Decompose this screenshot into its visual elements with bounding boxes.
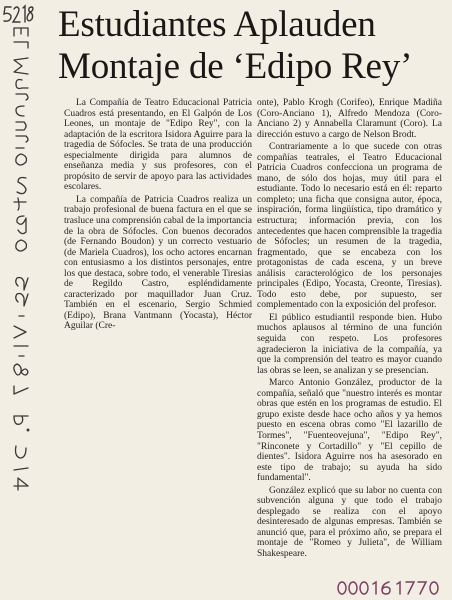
article-column-left [64,98,252,332]
article-column-right [257,98,442,560]
paragraph: onte), Pablo Krogh (Corifeo), Enrique Madiña (Coro-Anciano 1), Alfredo Mendoza (Coro-Anciano 2) y Annabella Claramunt (Coro). La dirección estuvo a cargo de Nelson Brodt. [257,98,442,140]
paragraph: La Compañía de Teatro Educacional Patricia Cuadros está presentando, en El Galpón de Los Leones, un montaje de "Edipo Rey", con la adaptación de la escritora Isidora Aguirre para la tragedia de Sófocles. Se trata de una producción especialmente dirigida para alumnos de enseñanza media y sus profesores, con el propósito de servir de apoyo para las actividades escolares. [64,98,252,193]
headline [58,4,438,88]
serial-number-stamp [336,578,440,598]
paragraph: Contrariamente a lo que sucede con otras compañías teatrales, el Teatro Educacional Patricia Cuadros confecciona un programa de mano, de sólo dos hojas, muy útil para el estudiante. Todo lo necesario está en él: reparto completo; una ficha que consigna autor, época, inspiración, forma lingüística, tipo dramático y estructura; información previa, con los antecedentes que hacen comprensible la tragedia de Sófocles; un resumen de la tragedia, fragmentado, que se encabeza con los protagonistas de cada escena, y un breve análisis caracterológico de los personajes principales (Edipo, Yocasta, Creonte, Tiresias). Todo esto debe, por supuesto, ser complementado con la exposición del profesor. [257,142,442,311]
headline-line-2: Montaje de ‘Edipo Rey’ [58,46,413,87]
paragraph: González explicó que su labor no cuenta con subvención alguna y que todo el trabajo desplegado se realiza con el apoyo desinteresado de algunas empresas. También se anunció que, para el próximo año, se prepara el montaje de "Romeo y Julieta", de William Shakespeare. [257,485,442,559]
paragraph: La compañía de Patricia Cuadros realiza un trabajo profesional de buena factura en el que se trasluce una comprensión cabal de la importancia de la obra de Sófocles. Con buenos decorados (de Fernando Boudon) y un correcto vestuario (de Mariela Cuadros), los ocho actores encarnan con entusiasmo a los distintos personajes, entre los que destaca, sobre todo, el venerable Tiresias de Regildo Castro, espléndidamente caracterizado por maquillador Juan Cruz. También en el escenario, Sergio Schmied (Edipo), Brana Vantmann (Yocasta), Héctor Aguilar (Cre- [64,194,252,332]
handwritten-margin-note [4,20,38,580]
headline-line-1: Estudiantes Aplauden [58,4,376,45]
paragraph: El público estudiantil responde bien. Hubo muchos aplausos al término de una función seguida con respeto. Los profesores agradecieron la iniciativa de la compañía, ya que la comprensión del teatro es mayor cuando las obras se leen, se analizan y se presencian. [257,312,442,376]
paragraph: Marco Antonio González, productor de la compañía, señaló que "nuestro interés es montar obras que estén en los programas de estudio. El grupo existe desde hace ocho años y ya hemos puesto en escena obras como "El lazarillo de Tormes", "Fuenteovejuna", "Edipo Rey", "Rinconete y Cortadillo" y "El cepillo de dientes". Isidora Aguirre nos ha asesorado en este tipo de trabajo; su ayuda ha sido fundamental". [257,378,442,484]
